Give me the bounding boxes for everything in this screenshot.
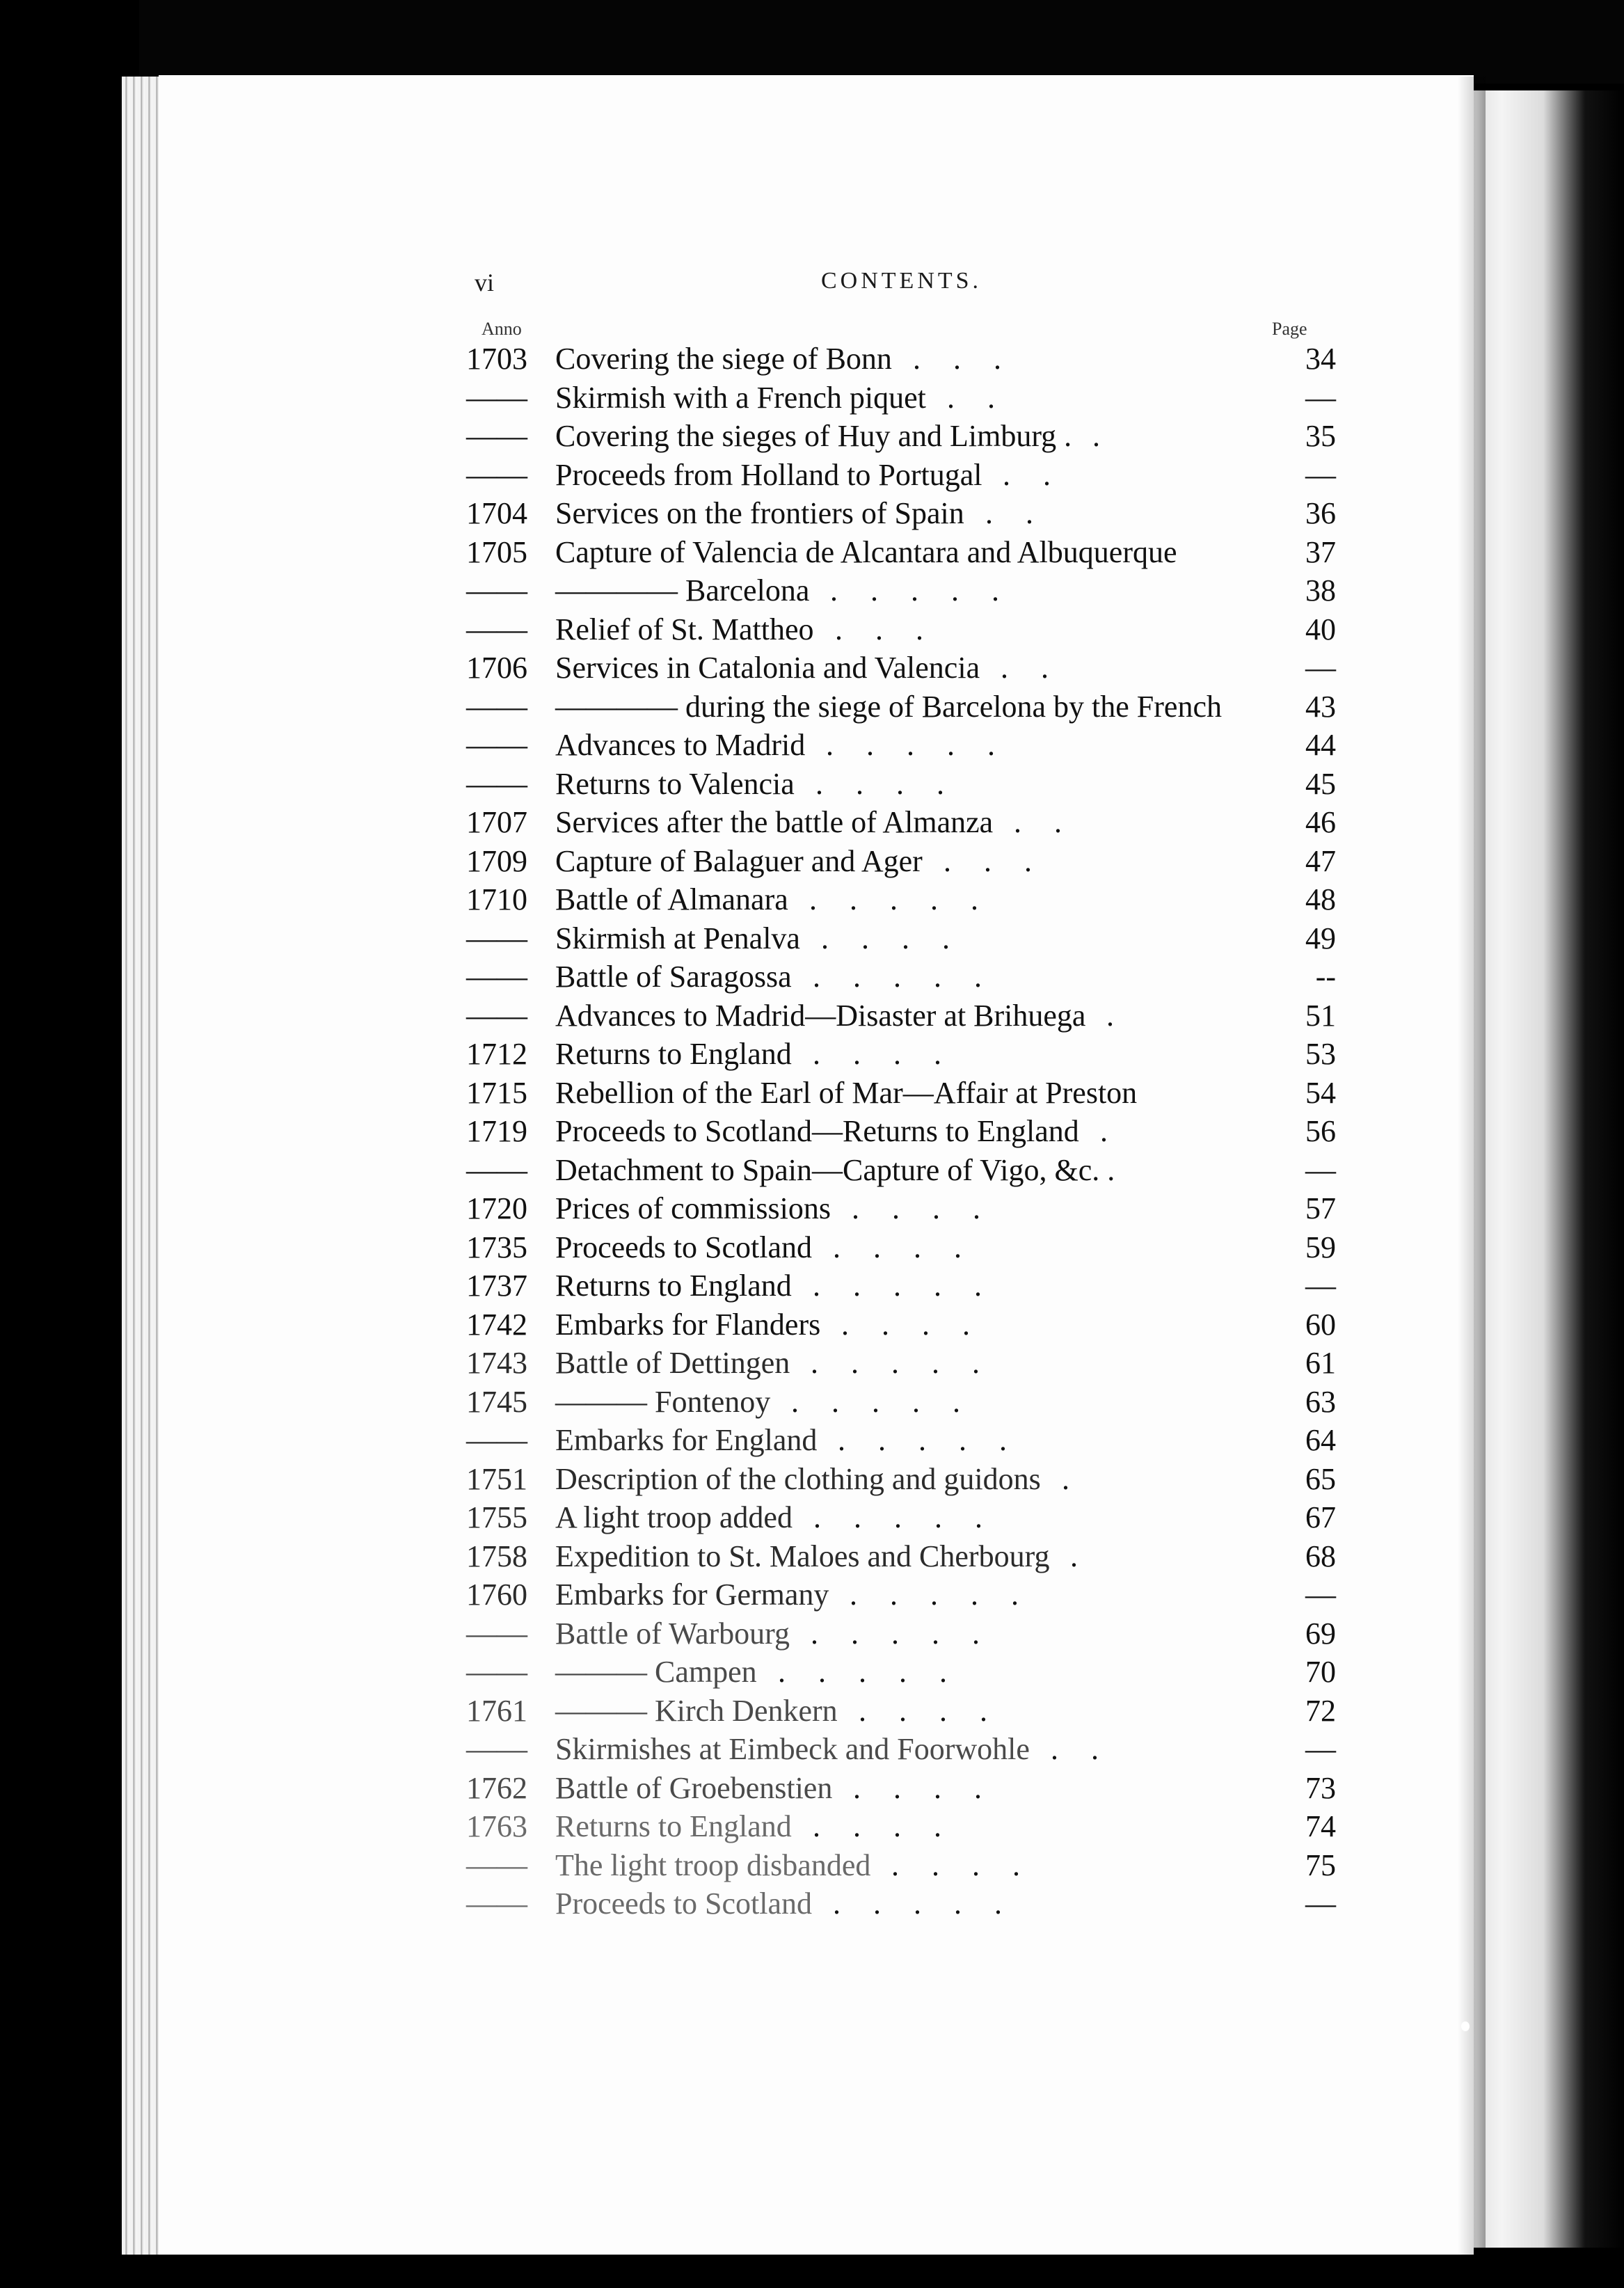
entry-dot-leader: . . . . .: [826, 728, 1008, 762]
contents-row: [466, 1498, 1336, 1537]
entry-title: Capture of Valencia de Alcantara and Albuquerque: [555, 534, 1177, 569]
facing-page-edge: [1474, 90, 1624, 2248]
entry-page-number: 59: [1305, 1230, 1336, 1264]
entry-year: 1715: [466, 1075, 527, 1110]
entry-page-number: 44: [1305, 728, 1336, 762]
entry-page-number: 72: [1305, 1693, 1336, 1728]
page-edges: [122, 77, 164, 2269]
contents-row: [466, 1692, 1336, 1731]
entry-year: ——: [466, 728, 527, 762]
entry-dot-leader: . . . . .: [813, 960, 994, 994]
entry-dot-leader: . . . . .: [791, 1384, 973, 1419]
entry-title: ——— Campen: [555, 1655, 757, 1689]
contents-row: [466, 1614, 1336, 1653]
contents-row: [466, 1537, 1336, 1576]
entry-page-number: 69: [1305, 1616, 1336, 1651]
entry-year: 1705: [466, 534, 527, 569]
entry-page-number: 70: [1305, 1655, 1336, 1689]
entry-dot-leader: . . .: [944, 843, 1044, 878]
entry-title: Rebellion of the Earl of Mar—Affair at Preston: [555, 1075, 1138, 1110]
entry-year: 1704: [466, 496, 527, 530]
entry-title: Relief of St. Mattheo: [555, 612, 814, 646]
entry-page-number: 40: [1305, 612, 1336, 646]
entry-dot-leader: . . . .: [815, 766, 957, 801]
entry-page-number: 67: [1305, 1500, 1336, 1534]
contents-row: [466, 1421, 1336, 1460]
entry-year: 1758: [466, 1539, 527, 1573]
entry-title: Skirmish with a French piquet: [555, 380, 926, 415]
entry-dot-leader: . . . . .: [833, 1886, 1014, 1921]
contents-row: [466, 1884, 1336, 1923]
entry-year: 1710: [466, 882, 527, 916]
entry-dot-leader: . . . .: [891, 1848, 1033, 1882]
entry-title: Embarks for Germany: [555, 1578, 829, 1612]
entry-page-number: 74: [1305, 1809, 1336, 1843]
contents-row: [466, 610, 1336, 649]
contents-row: [466, 803, 1336, 842]
contents-row: [466, 1074, 1336, 1113]
entry-year: ——: [466, 612, 527, 646]
entry-dot-leader: . . . . .: [813, 1269, 994, 1303]
entry-dot-leader: . . . . .: [811, 1346, 992, 1380]
entry-dot-leader: . . . . .: [850, 1578, 1031, 1612]
entry-dot-leader: .: [1062, 1461, 1082, 1496]
contents-row: [466, 1846, 1336, 1885]
contents-row: [466, 1228, 1336, 1267]
entry-title: ——— Kirch Denkern: [555, 1693, 838, 1728]
entry-title: A light troop added: [555, 1500, 793, 1534]
entry-year: 1706: [466, 651, 527, 685]
entry-title: Covering the siege of Bonn: [555, 342, 892, 376]
entry-page-number: 60: [1305, 1307, 1336, 1342]
entry-year: ——: [466, 380, 527, 415]
contents-row: [466, 571, 1336, 610]
contents-row: [466, 379, 1336, 418]
entry-year: 1720: [466, 1191, 527, 1225]
entry-title: Prices of commissions: [555, 1191, 831, 1225]
entry-title: Proceeds to Scotland: [555, 1230, 813, 1264]
entry-dot-leader: . . . .: [813, 1037, 954, 1071]
entry-title: ——— Fontenoy: [555, 1384, 771, 1419]
contents-row: [466, 1730, 1336, 1769]
entry-title: ———— during the siege of Barcelona by the French: [555, 689, 1222, 724]
entry-year: 1761: [466, 1693, 527, 1728]
entry-dot-leader: . . . .: [833, 1230, 974, 1264]
entry-title: Embarks for England: [555, 1423, 818, 1457]
entry-title: Battle of Dettingen: [555, 1346, 790, 1380]
contents-row: [466, 1266, 1336, 1305]
contents-row: [466, 1112, 1336, 1151]
entry-page-number: —: [1305, 1578, 1336, 1612]
entry-year: 1707: [466, 805, 527, 839]
entry-page-number: 34: [1305, 342, 1336, 376]
entry-title: Battle of Saragossa: [555, 960, 792, 994]
entry-dot-leader: . . . .: [841, 1307, 982, 1342]
contents-row: [466, 494, 1336, 533]
contents-list: [466, 340, 1336, 1923]
contents-row: [466, 1383, 1336, 1422]
entry-title: Capture of Balaguer and Ager: [555, 843, 923, 878]
entry-year: 1742: [466, 1307, 527, 1342]
entry-page-number: 57: [1305, 1191, 1336, 1225]
entry-year: ——: [466, 1848, 527, 1882]
entry-title: Services on the frontiers of Spain: [555, 496, 964, 530]
entry-year: 1712: [466, 1037, 527, 1071]
entry-dot-leader: .: [1106, 998, 1127, 1033]
contents-row: [466, 1151, 1336, 1190]
entry-year: 1745: [466, 1384, 527, 1419]
entry-dot-leader: .: [1070, 1539, 1090, 1573]
entry-title: Returns to Valencia: [555, 766, 795, 801]
contents-row: [466, 726, 1336, 765]
entry-page-number: 65: [1305, 1461, 1336, 1496]
contents-row: [466, 996, 1336, 1035]
entry-dot-leader: . . . .: [859, 1693, 1000, 1728]
column-header-page: Page: [1272, 319, 1307, 339]
entry-dot-leader: . . . . .: [811, 1616, 992, 1651]
entry-title: Expedition to St. Maloes and Cherbourg: [555, 1539, 1050, 1573]
entry-page-number: —: [1305, 1886, 1336, 1921]
entry-title: Skirmish at Penalva: [555, 921, 800, 955]
contents-row: [466, 1769, 1336, 1808]
entry-title: Detachment to Spain—Capture of Vigo, &c. .: [555, 1152, 1115, 1187]
entry-year: 1737: [466, 1269, 527, 1303]
entry-dot-leader: . .: [1014, 805, 1074, 839]
entry-year: ——: [466, 457, 527, 492]
entry-page-number: 73: [1305, 1770, 1336, 1805]
entry-page-number: —: [1305, 1269, 1336, 1303]
contents-row: [466, 880, 1336, 919]
entry-dot-leader: . . . .: [813, 1809, 954, 1843]
entry-page-number: 56: [1305, 1114, 1336, 1148]
entry-dot-leader: . .: [1051, 1732, 1111, 1766]
entry-dot-leader: .: [1092, 419, 1113, 453]
entry-year: ——: [466, 960, 527, 994]
entry-title: Skirmishes at Eimbeck and Foorwohle: [555, 1732, 1030, 1766]
contents-row: [466, 688, 1336, 726]
entry-page-number: 37: [1305, 534, 1336, 569]
contents-row: [466, 842, 1336, 881]
page-folio: vi: [475, 269, 495, 296]
entry-page-number: 46: [1305, 805, 1336, 839]
contents-row: [466, 765, 1336, 804]
scan-bottom-border: [0, 2255, 1624, 2288]
entry-year: ——: [466, 1886, 527, 1921]
entry-year: ——: [466, 998, 527, 1033]
entry-dot-leader: . . . . .: [838, 1423, 1019, 1457]
entry-year: ——: [466, 1732, 527, 1766]
entry-dot-leader: . . .: [913, 342, 1014, 376]
contents-row: [466, 417, 1336, 456]
entry-page-number: 38: [1305, 573, 1336, 607]
entry-title: Covering the sieges of Huy and Limburg .: [555, 419, 1072, 453]
entry-page-number: —: [1305, 380, 1336, 415]
running-title: CONTENTS.: [821, 268, 982, 294]
contents-row: [466, 1305, 1336, 1344]
entry-page-number: 64: [1305, 1423, 1336, 1457]
entry-year: 1735: [466, 1230, 527, 1264]
entry-dot-leader: . .: [1003, 457, 1063, 492]
contents-row: [466, 1460, 1336, 1499]
entry-year: ——: [466, 766, 527, 801]
entry-title: The light troop disbanded: [555, 1848, 871, 1882]
entry-year: ——: [466, 1616, 527, 1651]
entry-page-number: 35: [1305, 419, 1336, 453]
entry-page-number: 61: [1305, 1346, 1336, 1380]
entry-page-number: 36: [1305, 496, 1336, 530]
entry-title: Services after the battle of Almanza: [555, 805, 994, 839]
entry-year: ——: [466, 921, 527, 955]
entry-title: Description of the clothing and guidons: [555, 1461, 1041, 1496]
entry-dot-leader: . . . .: [852, 1191, 993, 1225]
entry-page-number: —: [1305, 1732, 1336, 1766]
entry-page-number: 51: [1305, 998, 1336, 1033]
contents-row: [466, 1807, 1336, 1846]
entry-page-number: 53: [1305, 1037, 1336, 1071]
contents-row: [466, 1344, 1336, 1383]
entry-page-number: 47: [1305, 843, 1336, 878]
entry-title: Returns to England: [555, 1037, 792, 1071]
entry-dot-leader: . . . . .: [813, 1500, 995, 1534]
entry-page-number: 54: [1305, 1075, 1336, 1110]
entry-title: Returns to England: [555, 1269, 792, 1303]
entry-dot-leader: . .: [947, 380, 1008, 415]
contents-row: [466, 1035, 1336, 1074]
contents-row: [466, 1653, 1336, 1692]
entry-title: Battle of Groebenstien: [555, 1770, 833, 1805]
entry-page-number: 45: [1305, 766, 1336, 801]
entry-year: ——: [466, 419, 527, 453]
entry-page-number: —: [1305, 651, 1336, 685]
entry-title: Returns to England: [555, 1809, 792, 1843]
entry-year: 1719: [466, 1114, 527, 1148]
entry-year: 1763: [466, 1809, 527, 1843]
entry-page-number: 43: [1305, 689, 1336, 724]
entry-year: ——: [466, 1423, 527, 1457]
entry-title: Advances to Madrid: [555, 728, 806, 762]
contents-row: [466, 1575, 1336, 1614]
entry-dot-leader: . .: [1001, 651, 1061, 685]
entry-page-number: 68: [1305, 1539, 1336, 1573]
entry-dot-leader: . . .: [835, 612, 936, 646]
entry-page-number: 49: [1305, 921, 1336, 955]
entry-year: 1751: [466, 1461, 527, 1496]
entry-year: 1743: [466, 1346, 527, 1380]
entry-dot-leader: . . . .: [821, 921, 962, 955]
entry-page-number: —: [1305, 457, 1336, 492]
entry-title: Battle of Warbourg: [555, 1616, 790, 1651]
entry-year: ——: [466, 1655, 527, 1689]
entry-year: ——: [466, 573, 527, 607]
entry-page-number: —: [1305, 1152, 1336, 1187]
entry-year: 1709: [466, 843, 527, 878]
entry-dot-leader: .: [1100, 1114, 1120, 1148]
entry-title: Battle of Almanara: [555, 882, 788, 916]
entry-dot-leader: . . . . .: [778, 1655, 960, 1689]
entry-title: Proceeds from Holland to Portugal: [555, 457, 982, 492]
entry-dot-leader: . . . . .: [809, 882, 991, 916]
scan-top-border: [0, 0, 1624, 84]
contents-row: [466, 919, 1336, 958]
entry-page-number: 75: [1305, 1848, 1336, 1882]
entry-title: Embarks for Flanders: [555, 1307, 821, 1342]
entry-year: ——: [466, 689, 527, 724]
entry-dot-leader: . .: [985, 496, 1046, 530]
entry-year: 1703: [466, 342, 527, 376]
entry-title: Proceeds to Scotland—Returns to England: [555, 1114, 1079, 1148]
contents-row: [466, 340, 1336, 379]
scan-speck: [1461, 2021, 1470, 2031]
entry-page-number: 63: [1305, 1384, 1336, 1419]
contents-row: [466, 456, 1336, 495]
column-header-anno: Anno: [481, 319, 522, 339]
entry-year: 1760: [466, 1578, 527, 1612]
contents-row: [466, 1189, 1336, 1228]
entry-title: Proceeds to Scotland: [555, 1886, 813, 1921]
entry-dot-leader: . . . .: [853, 1770, 994, 1805]
entry-year: 1755: [466, 1500, 527, 1534]
contents-row: [466, 533, 1336, 572]
entry-dot-leader: . . . . .: [830, 573, 1012, 607]
entry-page-number: 48: [1305, 882, 1336, 916]
entry-year: ——: [466, 1152, 527, 1187]
entry-page-number: --: [1315, 960, 1336, 994]
entry-title: Services in Catalonia and Valencia: [555, 651, 980, 685]
entry-title: Advances to Madrid—Disaster at Brihuega: [555, 998, 1086, 1033]
contents-row: [466, 649, 1336, 688]
scan-left-border: [0, 0, 139, 2288]
contents-row: [466, 958, 1336, 996]
entry-year: 1762: [466, 1770, 527, 1805]
entry-title: ———— Barcelona: [555, 573, 810, 607]
